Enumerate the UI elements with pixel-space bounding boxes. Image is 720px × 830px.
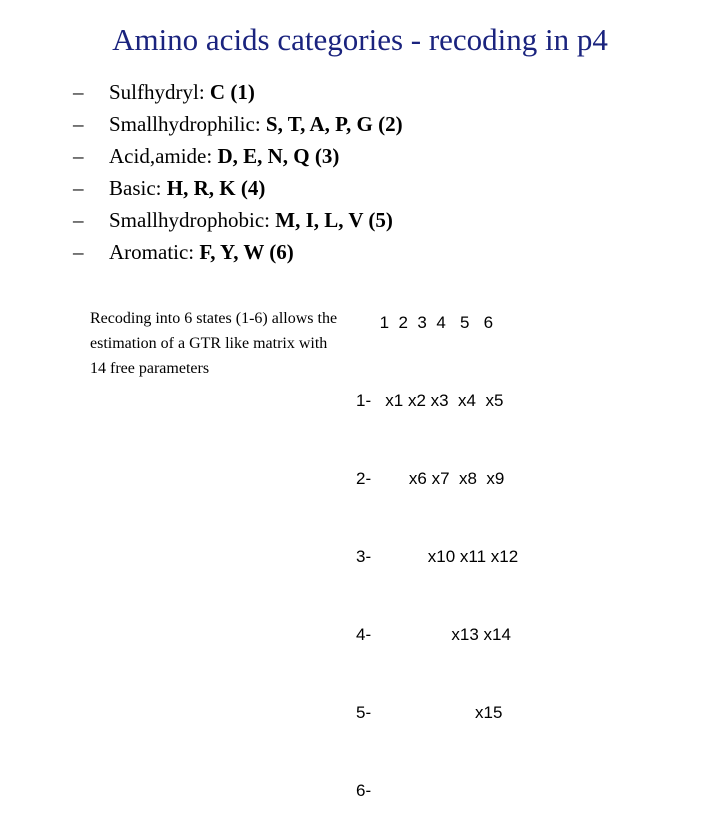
matrix-row: 2- x6 x7 x8 x9 — [356, 469, 505, 488]
list-item — [73, 238, 403, 270]
bullet-dash: – — [73, 80, 84, 104]
rate-matrix — [356, 258, 518, 830]
category-label: Smallhydrophobic: — [109, 208, 276, 232]
matrix-header-row: 1 2 3 4 5 6 — [356, 313, 494, 332]
bullet-dash: – — [73, 176, 84, 200]
category-codes: F, Y, W (6) — [199, 240, 294, 264]
category-codes: C (1) — [209, 80, 255, 104]
matrix-row: 6- — [356, 781, 372, 800]
matrix-row: 1- x1 x2 x3 x4 x5 — [356, 391, 504, 410]
category-codes: H, R, K (4) — [166, 176, 266, 200]
slide-title: Amino acids categories - recoding in p4 — [112, 22, 608, 57]
category-label: Basic: — [109, 176, 167, 200]
matrix-row: 5- x15 — [356, 703, 503, 722]
matrix-row: 3- x10 x11 x12 — [356, 547, 519, 566]
category-label: Smallhydrophilic: — [109, 112, 266, 136]
list-item — [73, 110, 403, 142]
category-label: Sulfhydryl: — [109, 80, 210, 104]
list-item — [73, 78, 403, 110]
category-codes: M, I, L, V (5) — [275, 208, 393, 232]
category-label: Acid,amide: — [109, 144, 218, 168]
bullet-dash: – — [73, 208, 84, 232]
bullet-dash: – — [73, 112, 84, 136]
category-codes: S, T, A, P, G (2) — [265, 112, 403, 136]
category-codes: D, E, N, Q (3) — [217, 144, 340, 168]
list-item — [73, 174, 403, 206]
matrix-row: 4- x13 x14 — [356, 625, 511, 644]
bullet-dash: – — [73, 240, 84, 264]
bullet-dash: – — [73, 144, 84, 168]
category-label: Aromatic: — [109, 240, 200, 264]
recoding-note: Recoding into 6 states (1-6) allows the estimation of a GTR like matrix with 14 free parameters — [90, 310, 338, 377]
category-list — [73, 78, 403, 270]
list-item — [73, 206, 403, 238]
list-item — [73, 142, 403, 174]
